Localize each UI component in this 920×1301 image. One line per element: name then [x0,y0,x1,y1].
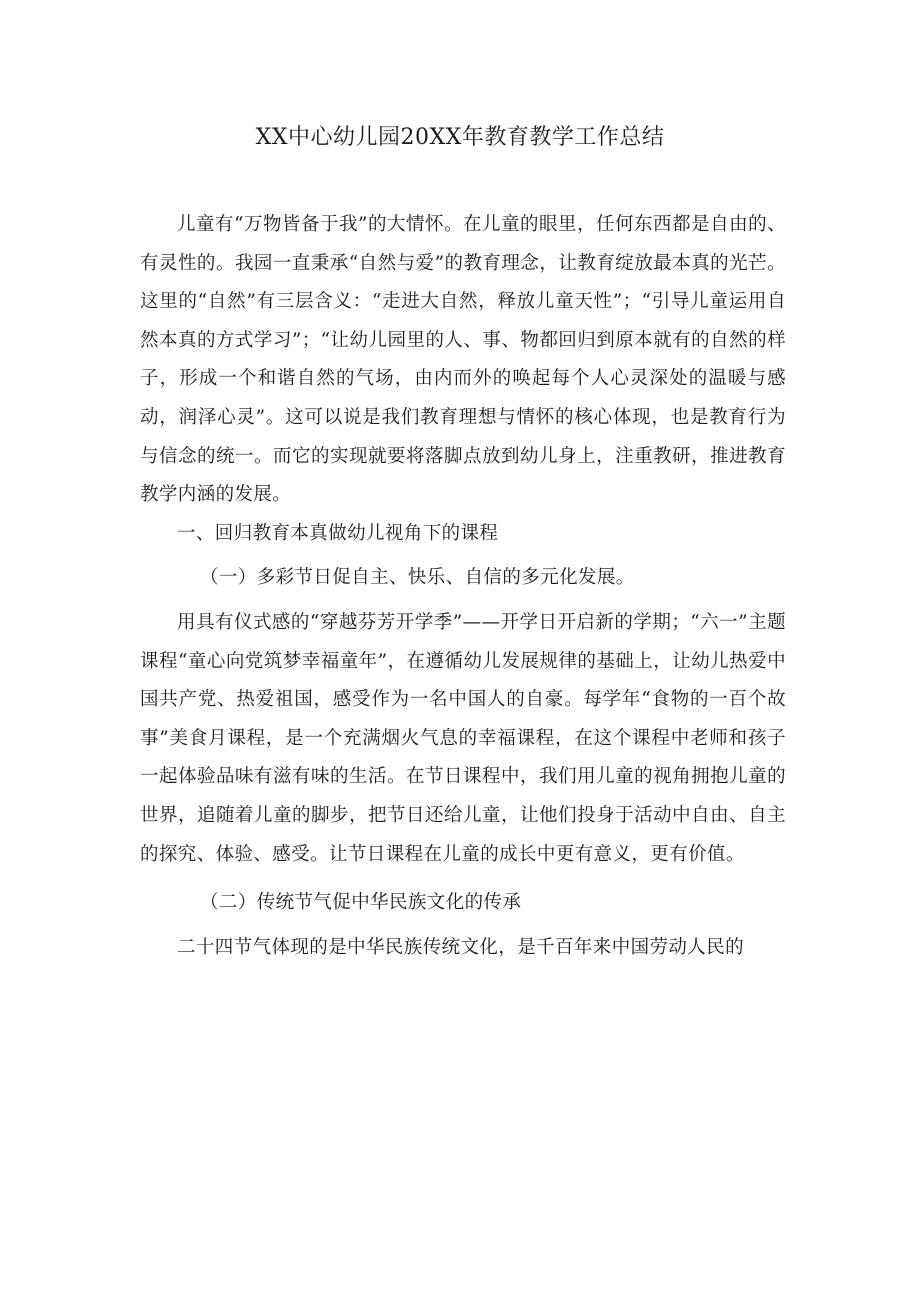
solar-terms-paragraph: 二十四节气体现的是中华民族传统文化，是千百年来中国劳动人民的 [177,936,745,958]
document-body [140,206,786,967]
document-title: XX中心幼儿园20XX年教育教学工作总结 [255,125,665,150]
subsection-heading-2: （二）传统节气促中华民族文化的传承 [200,892,522,914]
section-heading-1: 一、回归教育本真做幼儿视角下的课程 [177,522,499,544]
festival-paragraph: 用具有仪式感的“穿越芬芳开学季”——开学日开启新的学期；“六一”主题课程“童心向党筑梦幸福童年”，在遵循幼儿发展规律的基础上，让幼儿热爱中国共产党、热爱祖国，感受作为一名中国人的自豪。每学年“食物的一百个故事”美食月课程，是一个充满烟火气息的幸福课程，在这个课程中老师和孩子一起体验品味有滋有味的生活。在节日课程中，我们用儿童的视角拥抱儿童的世界，追随着儿童的脚步，把节日还给儿童，让他们投身于活动中自由、自主的探究、体验、感受。让节日课程在儿童的成长中更有意义，更有价值。 [140,611,786,865]
intro-paragraph: 儿童有“万物皆备于我”的大情怀。在儿童的眼里，任何东西都是自由的、有灵性的。我园一直秉承“自然与爱”的教育理念，让教育绽放最本真的光芒。这里的“自然”有三层含义：“走进大自然，释放儿童天性”；“引导儿童运用自然本真的方式学习”；“让幼儿园里的人、事、物都回归到原本就有的自然的样子，形成一个和谐自然的气场，由内而外的唤起每个人心灵深处的温暖与感动，润泽心灵”。这可以说是我们教育理想与情怀的核心体现，也是教育行为与信念的统一。而它的实现就要将落脚点放到幼儿身上，注重教研，推进教育教学内涵的发展。 [140,214,786,506]
subsection-heading-1: （一）多彩节日促自主、快乐、自信的多元化发展。 [200,567,635,589]
